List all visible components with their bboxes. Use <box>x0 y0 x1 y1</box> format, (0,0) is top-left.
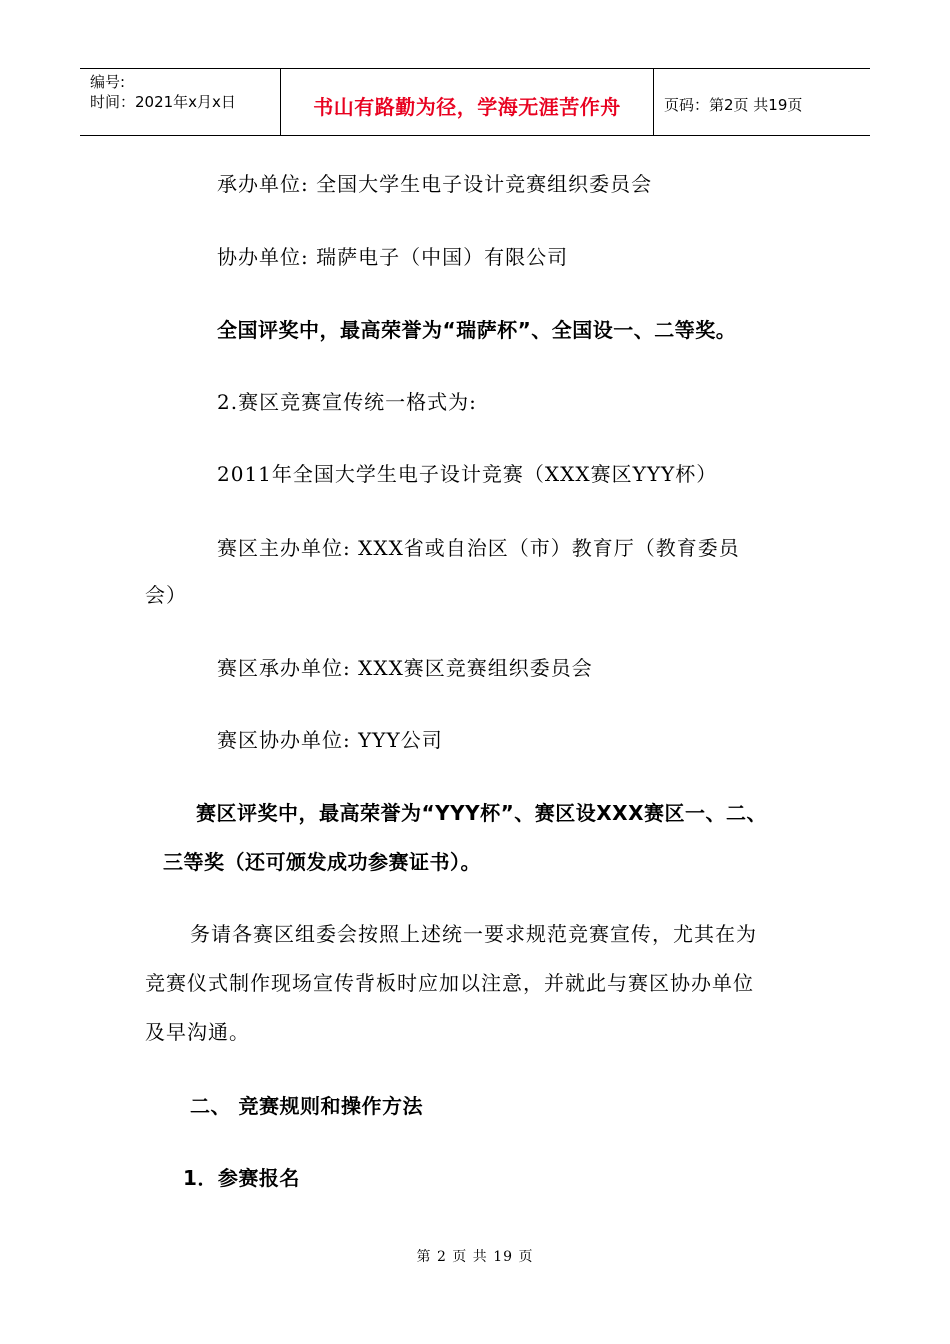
header-page-info: 页码：第2页 共19页 <box>664 96 803 114</box>
division-host-line: 赛区主办单位: XXX省或自治区（市）教育厅（教育委员 <box>217 536 740 560</box>
division-organizer-line: 赛区承办单位: XXX赛区竞赛组织委员会 <box>217 656 593 680</box>
notice-paragraph-line-3: 及早沟通。 <box>145 1020 250 1044</box>
serial-label: 编号: <box>90 73 126 91</box>
notice-paragraph-line-1: 务请各赛区组委会按照上述统一要求规范竞赛宣传，尤其在为 <box>190 922 757 946</box>
division-award-line: 赛区评奖中，最高荣誉为“YYY杯”、赛区设XXX赛区一、二、 <box>196 801 767 825</box>
page-footer: 第 2 页 共 19 页 <box>416 1249 534 1265</box>
header-page-cell <box>654 69 870 135</box>
co-organizer-line: 协办单位: 瑞萨电子（中国）有限公司 <box>217 245 569 269</box>
header-motto-cell <box>280 69 654 135</box>
notice-paragraph-line-2: 竞赛仪式制作现场宣传背板时应加以注意，并就此与赛区协办单位 <box>145 971 754 995</box>
section-heading-2: 二、 竞赛规则和操作方法 <box>190 1094 423 1118</box>
header-motto: 书山有路勤为径，学海无涯苦作舟 <box>313 95 621 119</box>
national-award-line: 全国评奖中，最高荣誉为“瑞萨杯”、全国设一、二等奖。 <box>217 318 737 342</box>
competition-title-line: 2011年全国大学生电子设计竞赛（XXX赛区YYY杯） <box>217 462 718 486</box>
date-line: 时间：2021年x月x日 <box>90 93 236 111</box>
organizer-line: 承办单位: 全国大学生电子设计竞赛组织委员会 <box>217 172 653 196</box>
section-item-2: 2.赛区竞赛宣传统一格式为: <box>217 390 477 414</box>
division-host-line-cont: 会） <box>145 583 187 607</box>
division-co-organizer-line: 赛区协办单位: YYY公司 <box>217 728 443 752</box>
page-header <box>80 68 870 136</box>
subsection-heading-1: 1．参赛报名 <box>183 1166 300 1190</box>
header-meta <box>80 69 280 135</box>
division-award-line-cont: 三等奖（还可颁发成功参赛证书）。 <box>163 850 481 874</box>
